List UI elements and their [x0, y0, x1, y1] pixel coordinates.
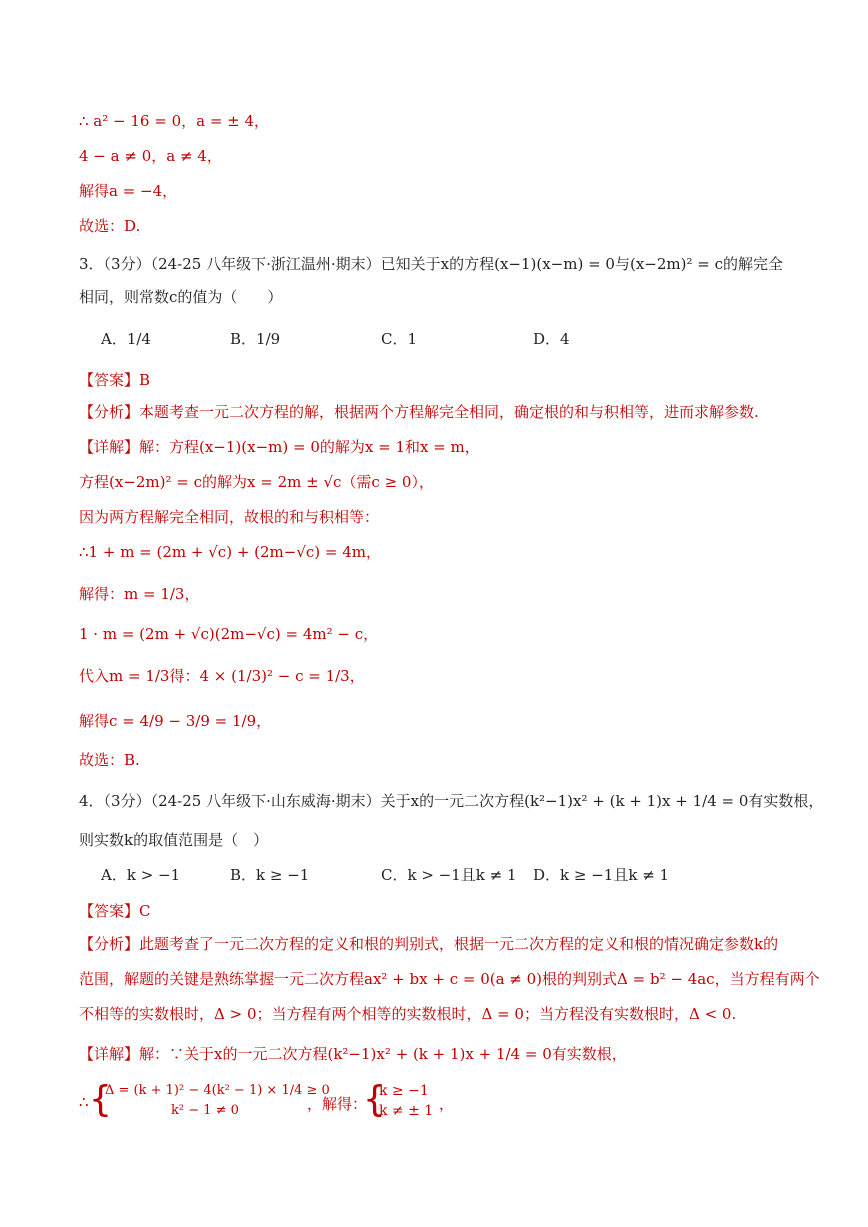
left-brace: {: [89, 1079, 112, 1120]
text-line-16: 解得c = 4/9 − 3/9 = 1/9，: [79, 712, 272, 730]
q4-options-3: C．k > −1且k ≠ 1: [381, 866, 517, 884]
q3-options-1: A．1/4: [101, 330, 151, 348]
text-line-20: 【答案】C: [79, 902, 151, 920]
text-line-13: 解得：m = 1/3，: [79, 585, 200, 603]
text-line-22: 范围，解题的关键是熟练掌握一元二次方程ax² + bx + c = 0(a ≠ 0)根的判别式Δ = b² − 4ac，当方程有两个: [79, 970, 820, 988]
text-line-17: 故选：B.: [79, 751, 140, 769]
therefore-symbol: ∴: [79, 1093, 89, 1111]
text-line-12: ∴1 + m = (2m + √c) + (2m−√c) = 4m，: [79, 543, 382, 561]
text-line-10: 方程(x−2m)² = c的解为x = 2m ± √c（需c ≥ 0），: [79, 473, 434, 491]
system-equation-1: Δ = (k + 1)² − 4(k² − 1) × 1/4 ≥ 0: [105, 1083, 330, 1098]
result-brace: {: [363, 1079, 386, 1120]
system-block: [79, 1080, 499, 1124]
text-line-19: 则实数k的取值范围是（ ）: [79, 831, 269, 849]
q3-options-2: B．1/9: [230, 330, 281, 348]
result-2: k ≠ ± 1: [379, 1103, 434, 1119]
text-line-6: 相同，则常数c的值为（ ）: [79, 288, 283, 306]
result-1: k ≥ −1: [379, 1083, 429, 1099]
text-line-5: 3．（3分）（24-25 八年级下·浙江温州·期末）已知关于x的方程(x−1)(x−m) = 0与(x−2m)² = c的解完全: [79, 255, 783, 273]
text-line-24: 【详解】解：∵关于x的一元二次方程(k²−1)x² + (k + 1)x + 1/4 = 0有实数根，: [79, 1045, 627, 1063]
text-line-11: 因为两方程解完全相同，故根的和与积相等：: [79, 508, 380, 526]
text-line-23: 不相等的实数根时，Δ > 0；当方程有两个相等的实数根时，Δ = 0；当方程没有实数根时，Δ < 0.: [79, 1005, 737, 1023]
solve-label: ，解得：: [307, 1095, 368, 1113]
text-line-18: 4．（3分）（24-25 八年级下·山东威海·期末）关于x的一元二次方程(k²−1)x² + (k + 1)x + 1/4 = 0有实数根，: [79, 792, 824, 810]
text-line-8: 【分析】本题考查一元二次方程的解，根据两个方程解完全相同，确定根的和与积相等，进而求解参数.: [79, 403, 759, 421]
text-line-1: ∴ a² − 16 = 0，a = ± 4，: [79, 112, 270, 130]
system-equation-2: k² − 1 ≠ 0: [171, 1103, 239, 1118]
text-line-7: 【答案】B: [79, 371, 151, 389]
q4-options-4: D．k ≥ −1且k ≠ 1: [533, 866, 670, 884]
q3-options-3: C．1: [381, 330, 418, 348]
text-line-2: 4 − a ≠ 0，a ≠ 4，: [79, 147, 222, 165]
text-line-15: 代入m = 1/3得：4 × (1/3)² − c = 1/3，: [79, 667, 365, 685]
text-line-21: 【分析】此题考查了一元二次方程的定义和根的判别式，根据一元二次方程的定义和根的情况确定参数k的: [79, 935, 779, 953]
q4-options-1: A．k > −1: [101, 866, 181, 884]
text-line-14: 1 · m = (2m + √c)(2m−√c) = 4m² − c，: [79, 625, 379, 643]
text-line-4: 故选：D.: [79, 217, 141, 235]
q3-options-4: D．4: [533, 330, 570, 348]
text-line-9: 【详解】解：方程(x−1)(x−m) = 0的解为x = 1和x = m，: [79, 438, 480, 456]
trailing-comma: ，: [439, 1095, 455, 1113]
q4-options-2: B．k ≥ −1: [230, 866, 310, 884]
text-line-3: 解得a = −4，: [79, 182, 178, 200]
